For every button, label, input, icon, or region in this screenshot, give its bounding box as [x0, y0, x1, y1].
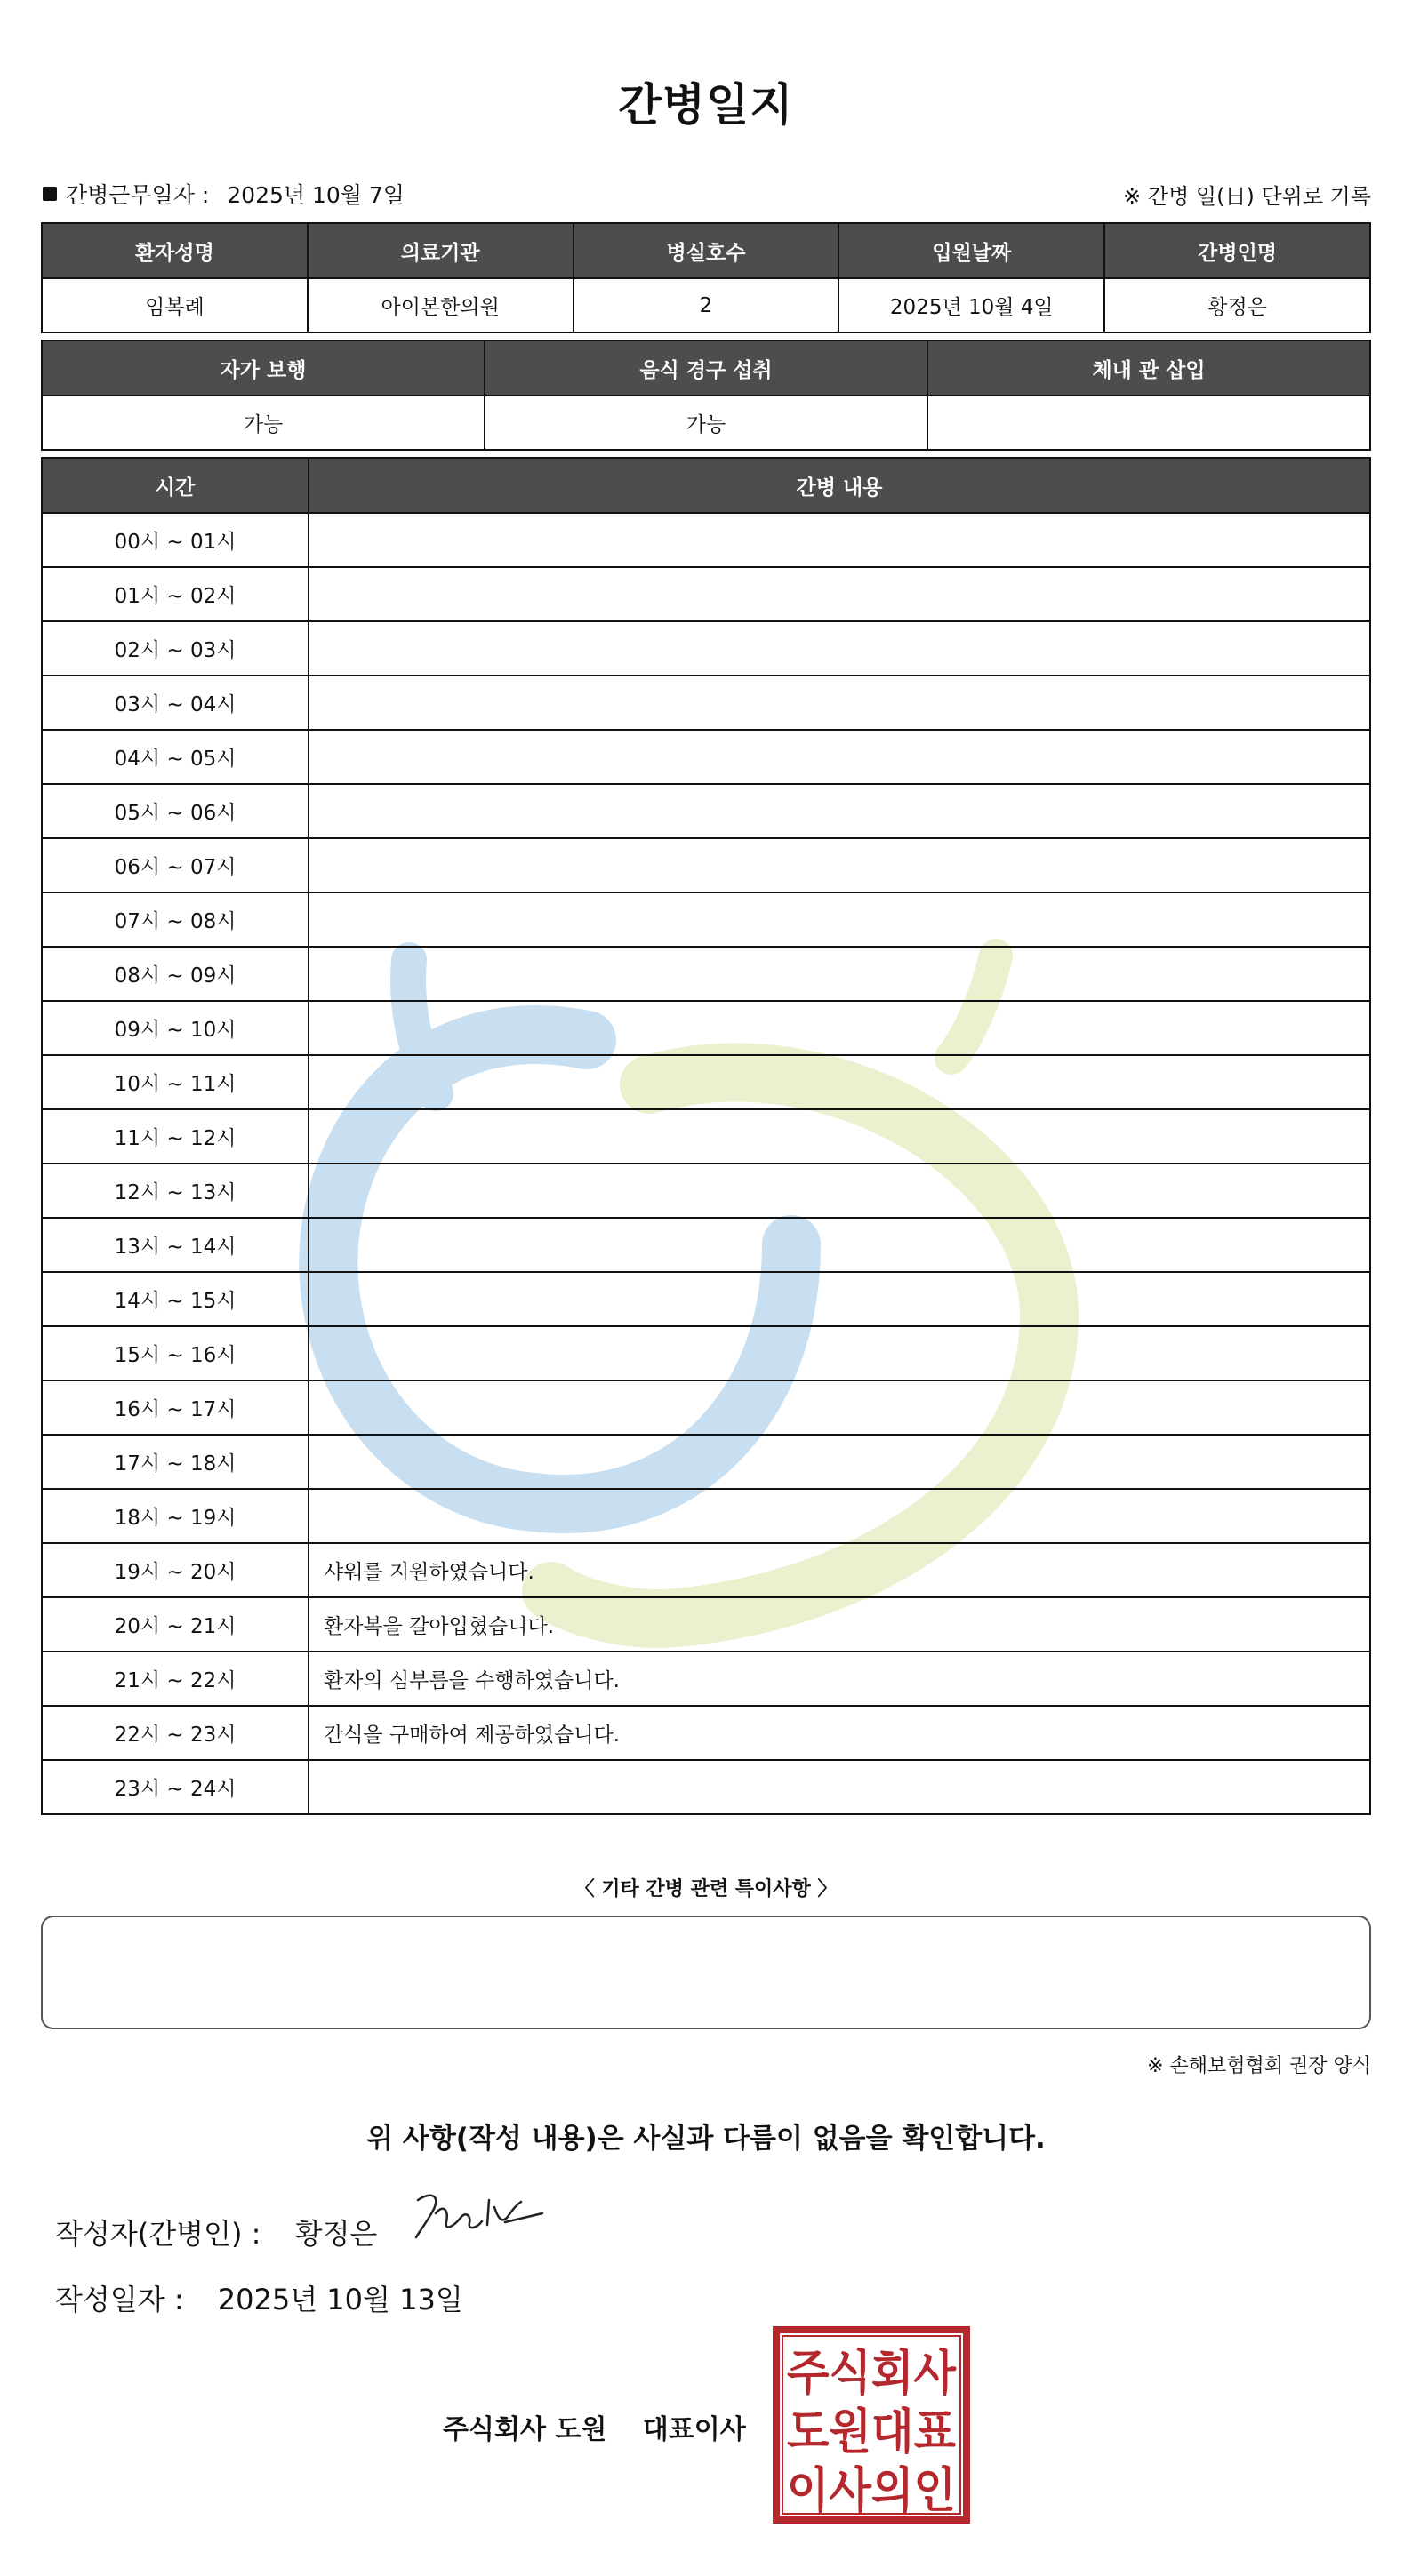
- table-row: [42, 1164, 1370, 1218]
- header-tube-insertion: 체내 관 삽입: [927, 340, 1370, 396]
- table-row: [42, 947, 1370, 1001]
- header-admission-date: 입원날짜: [838, 223, 1104, 278]
- write-date-label: 작성일자 :: [55, 2283, 184, 2316]
- seal-text-line: 이사의인: [787, 2462, 956, 2518]
- oral-intake-value: 가능: [485, 396, 927, 450]
- care-content: [309, 838, 1370, 892]
- time-slot: 16시 ~ 17시: [42, 1380, 309, 1435]
- table-row: [42, 1001, 1370, 1055]
- header-time: 시간: [42, 458, 309, 513]
- table-row: [42, 1435, 1370, 1489]
- time-slot: 22시 ~ 23시: [42, 1706, 309, 1760]
- table-row: [42, 567, 1370, 621]
- table-row: [42, 1055, 1370, 1109]
- daily-record-note: ※ 간병 일(日) 단위로 기록: [1123, 184, 1371, 209]
- table-row: [42, 621, 1370, 676]
- table-row: [42, 1489, 1370, 1543]
- time-slot: 08시 ~ 09시: [42, 947, 309, 1001]
- seal-text-line: 도원대표: [787, 2404, 956, 2460]
- work-date-value: 2025년 10월 7일: [227, 182, 405, 208]
- company-name: 주식회사 도원: [443, 2414, 607, 2445]
- care-content: [309, 730, 1370, 784]
- form-note: ※ 손해보험협회 권장 양식: [1147, 2055, 1371, 2077]
- table-row: [42, 1706, 1370, 1760]
- writer-name: 황정은: [294, 2217, 378, 2251]
- room-number: 2: [574, 278, 839, 332]
- company-seal: [772, 2325, 971, 2524]
- table-row: [42, 1380, 1370, 1435]
- care-log-table: [41, 457, 1371, 1815]
- special-notes-box: [41, 1916, 1371, 2029]
- time-slot: 07시 ~ 08시: [42, 892, 309, 947]
- header-patient-name: 환자성명: [42, 223, 308, 278]
- care-content: 환자의 심부름을 수행하였습니다.: [309, 1652, 1370, 1706]
- special-notes-title: 〈 기타 간병 관련 특이사항 〉: [574, 1878, 838, 1900]
- table-row: [42, 1326, 1370, 1380]
- time-slot: 15시 ~ 16시: [42, 1326, 309, 1380]
- time-slot: 01시 ~ 02시: [42, 567, 309, 621]
- seal-text-line: 주식회사: [787, 2345, 957, 2401]
- care-content: [309, 1380, 1370, 1435]
- time-slot: 05시 ~ 06시: [42, 784, 309, 838]
- time-slot: 18시 ~ 19시: [42, 1489, 309, 1543]
- table-row: [42, 784, 1370, 838]
- care-content: 간식을 구매하여 제공하였습니다.: [309, 1706, 1370, 1760]
- care-content: [309, 1760, 1370, 1814]
- table-row: [42, 1543, 1370, 1597]
- table-row: [42, 730, 1370, 784]
- write-date-value: 2025년 10월 13일: [217, 2283, 463, 2316]
- table-row: [42, 892, 1370, 947]
- care-content: [309, 1109, 1370, 1164]
- table-row: [42, 1109, 1370, 1164]
- writer-line: [55, 2212, 377, 2252]
- confirmation-statement: 위 사항(작성 내용)은 사실과 다름이 없음을 확인합니다.: [366, 2123, 1046, 2155]
- representative-title: 대표이사: [642, 2414, 746, 2445]
- header-hospital: 의료기관: [308, 223, 574, 278]
- care-content: [309, 892, 1370, 947]
- table-row: [42, 1218, 1370, 1272]
- table-row: [42, 1597, 1370, 1652]
- time-slot: 06시 ~ 07시: [42, 838, 309, 892]
- care-content: [309, 1272, 1370, 1326]
- table-row: [42, 838, 1370, 892]
- patient-name: 임복례: [42, 278, 308, 332]
- care-content: [309, 567, 1370, 621]
- write-date-line: [55, 2277, 463, 2318]
- table-row: [42, 1272, 1370, 1326]
- header-self-walking: 자가 보행: [42, 340, 485, 396]
- time-slot: 09시 ~ 10시: [42, 1001, 309, 1055]
- time-slot: 19시 ~ 20시: [42, 1543, 309, 1597]
- table-row: [42, 513, 1370, 567]
- care-content: [309, 1001, 1370, 1055]
- tube-insertion-value: [927, 396, 1370, 450]
- company-line: [443, 2407, 746, 2446]
- header-room: 병실호수: [574, 223, 839, 278]
- time-slot: 04시 ~ 05시: [42, 730, 309, 784]
- signature-mark: [409, 2182, 551, 2244]
- time-slot: 21시 ~ 22시: [42, 1652, 309, 1706]
- care-content: [309, 1435, 1370, 1489]
- caregiver-name: 황정은: [1104, 278, 1370, 332]
- care-content: [309, 1055, 1370, 1109]
- table-row: [42, 1652, 1370, 1706]
- work-date-label: 간병근무일자 :: [66, 182, 210, 208]
- time-slot: 12시 ~ 13시: [42, 1164, 309, 1218]
- time-slot: 23시 ~ 24시: [42, 1760, 309, 1814]
- care-content: [309, 621, 1370, 676]
- care-content: [309, 784, 1370, 838]
- hospital-name: 아이본한의원: [308, 278, 574, 332]
- time-slot: 03시 ~ 04시: [42, 676, 309, 730]
- table-row: [42, 1760, 1370, 1814]
- time-slot: 14시 ~ 15시: [42, 1272, 309, 1326]
- care-content: [309, 947, 1370, 1001]
- bullet-square-icon: [43, 187, 57, 201]
- header-care-content: 간병 내용: [309, 458, 1370, 513]
- care-content: 샤워를 지원하였습니다.: [309, 1543, 1370, 1597]
- header-oral-intake: 음식 경구 섭취: [485, 340, 927, 396]
- care-content: [309, 1326, 1370, 1380]
- care-content: [309, 676, 1370, 730]
- time-slot: 17시 ~ 18시: [42, 1435, 309, 1489]
- time-slot: 20시 ~ 21시: [42, 1597, 309, 1652]
- admission-date: 2025년 10월 4일: [838, 278, 1104, 332]
- care-content: [309, 1218, 1370, 1272]
- header-caregiver: 간병인명: [1104, 223, 1370, 278]
- writer-label: 작성자(간병인) :: [55, 2217, 261, 2251]
- care-content: [309, 1164, 1370, 1218]
- self-walking-value: 가능: [42, 396, 485, 450]
- table-row: [42, 676, 1370, 730]
- care-content: [309, 1489, 1370, 1543]
- time-slot: 10시 ~ 11시: [42, 1055, 309, 1109]
- time-slot: 13시 ~ 14시: [42, 1218, 309, 1272]
- patient-info-table: [41, 222, 1371, 333]
- time-slot: 02시 ~ 03시: [42, 621, 309, 676]
- document-title: 간병일지: [618, 79, 794, 131]
- ability-table: [41, 340, 1371, 451]
- work-date-line: [43, 178, 405, 210]
- time-slot: 11시 ~ 12시: [42, 1109, 309, 1164]
- care-content: 환자복을 갈아입혔습니다.: [309, 1597, 1370, 1652]
- care-content: [309, 513, 1370, 567]
- time-slot: 00시 ~ 01시: [42, 513, 309, 567]
